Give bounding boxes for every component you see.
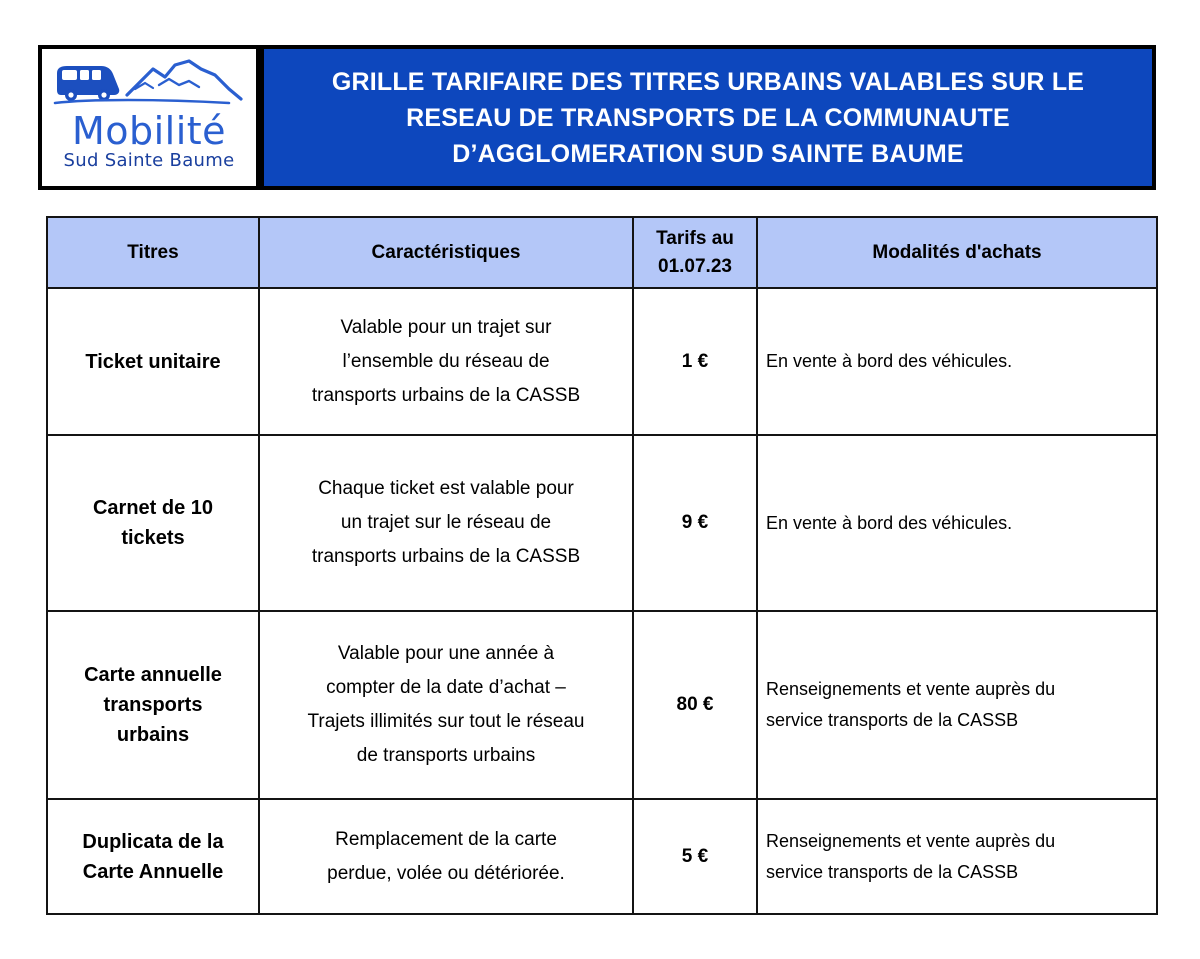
titre-line: Carnet de 10 (92, 497, 214, 519)
table-header (47, 217, 1157, 288)
cell-caracteristiques (259, 611, 633, 799)
modal-line: Renseignements et vente auprès du (766, 830, 1056, 851)
cell-titre (47, 799, 259, 914)
bus-mountain-logo-icon (49, 55, 249, 113)
header-title-line-2: RESEAU DE TRANSPORTS DE LA COMMUNAUTE (406, 103, 1010, 132)
column-header-tarifs-line-1: Tarifs au (656, 227, 734, 249)
titre-line: transports (103, 694, 203, 716)
table-row (47, 435, 1157, 611)
cell-tarif: 9 € (633, 435, 757, 611)
carac-line: Valable pour une année à (337, 643, 555, 664)
carac-line: de transports urbains (356, 745, 536, 766)
cell-tarif: 80 € (633, 611, 757, 799)
titre-line: tickets (121, 527, 185, 549)
carac-line: l’ensemble du réseau de (342, 350, 550, 372)
header-title-line-1: GRILLE TARIFAIRE DES TITRES URBAINS VALABLES SUR LE (331, 67, 1085, 96)
cell-caracteristiques (259, 435, 633, 611)
table-row (47, 611, 1157, 799)
titre-line: urbains (116, 724, 190, 746)
cell-modalites (757, 435, 1157, 611)
cell-titre: Ticket unitaire (47, 288, 259, 435)
carac-line: Remplacement de la carte (335, 828, 557, 850)
carac-line: Chaque ticket est valable pour (318, 478, 574, 499)
logo-tagline: Sud Sainte Baume (63, 150, 235, 171)
modal-line: En vente à bord des véhicules. (766, 512, 1013, 533)
table-row (47, 799, 1157, 914)
titre-line: Duplicata de la (82, 830, 224, 853)
document-header (38, 45, 1156, 190)
cell-tarif: 5 € (633, 799, 757, 914)
cell-titre (47, 435, 259, 611)
carac-line: Valable pour un trajet sur (340, 316, 552, 338)
cell-modalites (757, 288, 1157, 435)
logo-box (38, 45, 260, 190)
titre-line: Carte Annuelle (82, 860, 224, 883)
cell-tarif: 1 € (633, 288, 757, 435)
carac-line: un trajet sur le réseau de (340, 512, 552, 533)
tariff-table (46, 216, 1158, 915)
table-row (47, 288, 1157, 435)
carac-line: transports urbains de la CASSB (311, 546, 581, 567)
carac-line: compter de la date d’achat – (326, 677, 566, 698)
modal-line: Renseignements et vente auprès du (766, 679, 1056, 699)
carac-line: perdue, volée ou détériorée. (327, 862, 565, 884)
column-header-modalites: Modalités d'achats (757, 217, 1157, 288)
cell-caracteristiques (259, 799, 633, 914)
header-title-line-3: D’AGGLOMERATION SUD SAINTE BAUME (452, 139, 964, 168)
carac-line: Trajets illimités sur tout le réseau (307, 711, 585, 732)
modal-line: service transports de la CASSB (766, 861, 1019, 882)
column-header-titres: Titres (47, 217, 259, 288)
column-header-tarifs-line-2: 01.07.23 (658, 255, 732, 277)
column-header-caracteristiques: Caractéristiques (259, 217, 633, 288)
modal-line: service transports de la CASSB (766, 710, 1019, 730)
table-header-row (47, 217, 1157, 288)
table-body (47, 288, 1157, 914)
titre-line: Carte annuelle (84, 664, 222, 686)
cell-titre (47, 611, 259, 799)
logo-brand: Mobilité (71, 109, 227, 153)
column-header-tarifs (633, 217, 757, 288)
modal-line: En vente à bord des véhicules. (766, 351, 1013, 371)
carac-line: transports urbains de la CASSB (311, 384, 581, 406)
header-title-banner (260, 45, 1156, 190)
cell-modalites (757, 611, 1157, 799)
cell-modalites (757, 799, 1157, 914)
cell-caracteristiques (259, 288, 633, 435)
